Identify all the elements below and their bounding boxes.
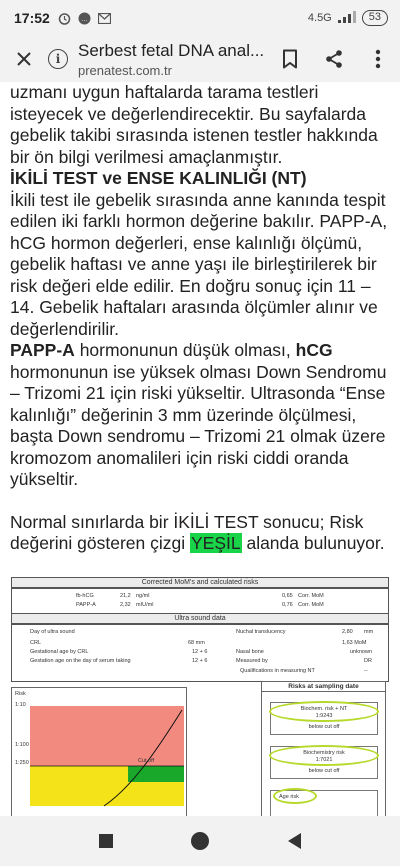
share-icon [324,49,344,69]
ultrasound-table: Day of ultra sound CRL 68 mm Gestational age by CRL 12 + 6 Gestation age on the day of serum taking 12 + 6 Nuchal translucency 2,80 mm 1,63 MoM Nasal bone unknown Measured by DR Qualifications in measuring NT -- [11,624,389,682]
risk-box-combined: Biochem. risk + NT 1:9243 below cut off [270,702,378,735]
highlight-oval [269,701,379,722]
article-body [0,82,400,555]
green-highlight: YEŞİL [190,533,241,553]
highlight-oval [269,745,379,766]
messenger-icon [78,11,92,25]
signal-icon [338,11,356,26]
back-button[interactable] [288,833,301,849]
test-report-image [11,577,389,817]
alarm-icon [58,11,72,25]
page-url: prenatest.com.tr [78,62,172,78]
more-vert-icon [375,49,381,69]
status-bar [0,0,400,36]
risk-zone-bottom [128,782,184,806]
hcg-bold: hCG [295,340,333,360]
close-button[interactable] [0,36,48,82]
chart-y-label-1: 1:10 [15,701,26,708]
status-time: 17:52 [14,10,50,26]
recent-apps-button[interactable] [99,834,113,848]
risk-chart-graphic [12,688,188,817]
cutoff-label: Cut off [138,757,155,764]
risk-box-age: Age risk [270,790,378,817]
network-label: 4.5G [307,12,332,24]
page-title-block [78,41,268,78]
home-button[interactable] [191,832,209,850]
system-status [308,10,388,26]
page-content[interactable] [0,82,400,816]
gmail-icon [98,11,112,25]
papp-a-bold: PAPP-A [10,340,75,360]
risks-title: Risks at sampling date [262,682,385,692]
risks-panel [261,681,386,817]
close-icon [16,51,32,67]
highlight-oval [273,788,317,804]
intro-clipped-line: uzmanı uygun haftalarda tarama testleri [10,82,319,102]
svg-text:…: … [81,16,88,23]
section-heading: İKİLİ TEST ve ENSE KALINLIĞI (NT) [10,168,307,188]
navigation-bar [0,816,400,866]
risk-zone-high [30,706,184,766]
bookmark-icon [282,49,298,69]
risk-box-biochemistry: Biochemistry risk 1:7021 below cut off [270,746,378,779]
ultrasound-title: Ultra sound data [11,613,389,624]
browser-toolbar [0,36,400,82]
chart-risk-label: Risk [15,690,26,697]
mom-table: fb-hCG 21,2 ng/ml 0,65 Corr. MoM PAPP-A 2,32 mIU/ml 0,76 Corr. MoM [11,588,389,614]
intro-paragraph: isteyecek ve değerlendirecektir. Bu sayfalarda gebelik takibi sırasında istenen testler hakkında bir ön bilgi verilmesi amaçlanmıştır. [10,103,378,167]
site-info-icon[interactable]: i [48,49,68,69]
risk-chart [11,687,187,817]
mom-title: Corrected MoM's and calculated risks [11,577,389,588]
chart-y-label-2: 1:100 [15,741,29,748]
paragraph-normal-result: Normal sınırlarda bir İKİLİ TEST sonucu; Risk değerini gösteren çizgi YEŞİL alanda bulunuyor. [10,511,385,553]
paragraph-hormones: PAPP-A hormonunun düşük olması, hCG hormonunun ise yüksek olması Down Sendromu – Trizomi 21 için riski yükseltir. Ultrasonda “Ense kalınlığı” değerinin 3 mm üzerinde ölçülmesi, başta Down sendromu – Trizomi 21 olmak üzere kromozom anomalileri için riski ciddi oranda yükseltir. [10,340,387,489]
page-title: Serbest fetal DNA anal... [78,40,265,60]
bookmark-button[interactable] [268,36,312,82]
chart-y-label-3: 1:250 [15,759,29,766]
more-options-button[interactable] [356,36,400,82]
share-button[interactable] [312,36,356,82]
battery-indicator: 53 [362,10,388,26]
notification-icons [58,11,112,25]
paragraph-ikili-test: İkili test ile gebelik sırasında anne kanında tespit edilen iki farklı hormon değerine bakılır. PAPP-A, hCG hormon değerleri, ense kalınlığı ölçümü, gebelik haftası ve anne yaşı ile birleştirilerek bir risk değeri elde edilir. En doğru sonuç için 11 – 14. Gebelik haftaları arasında ölçümler alınır ve değerlendirilir. [10,189,388,339]
risk-zone-yellow [30,766,128,806]
